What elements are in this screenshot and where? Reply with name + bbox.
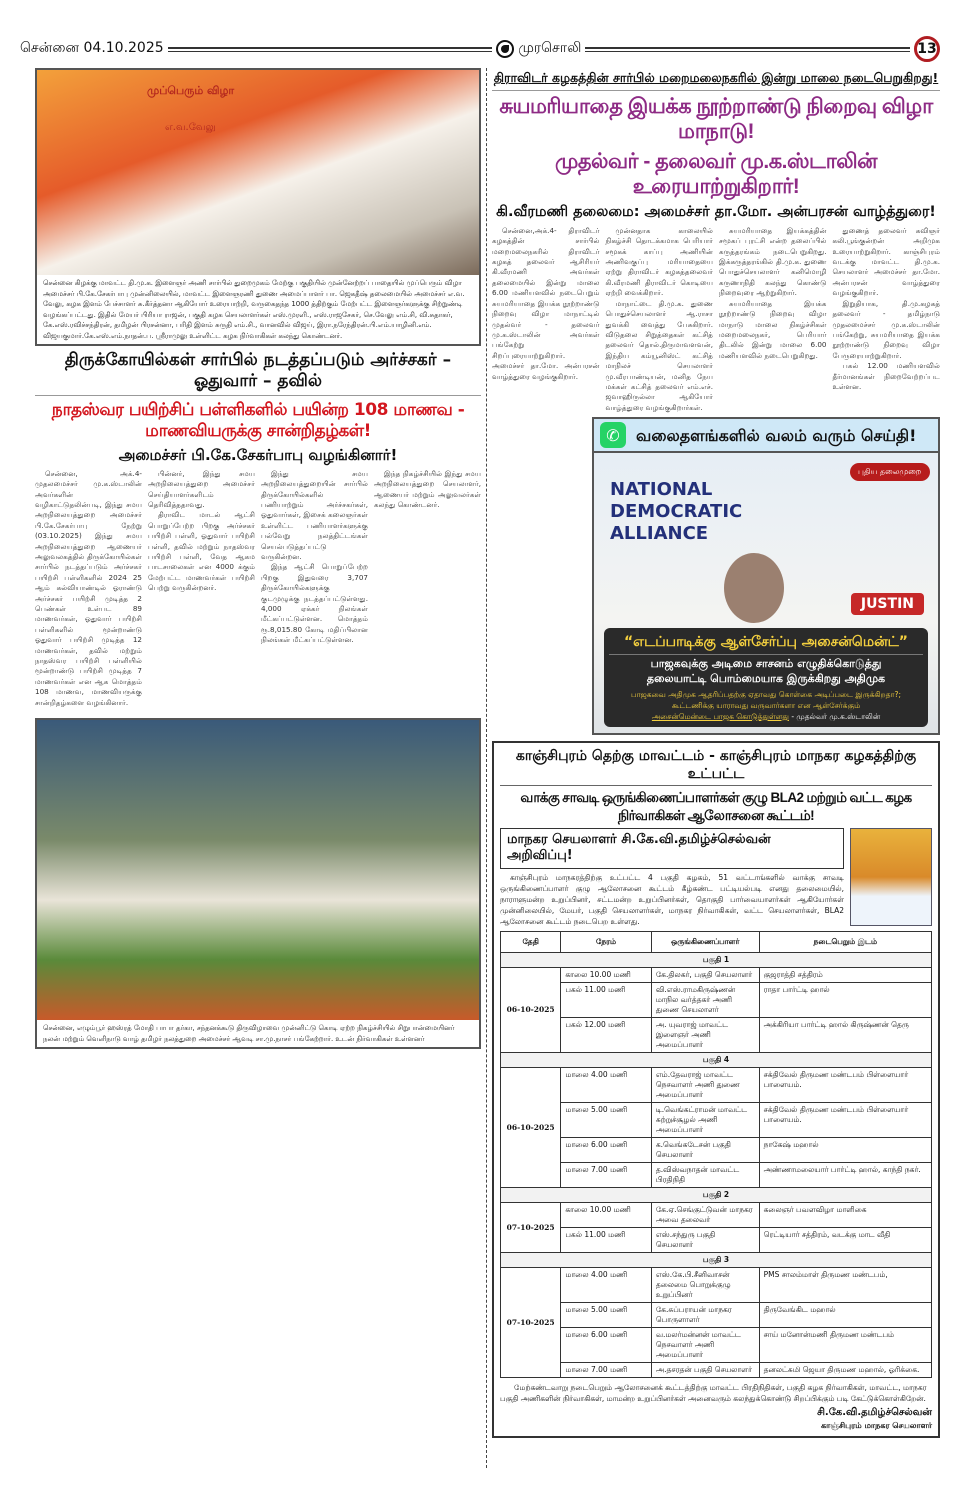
notice-intro: காஞ்சிபுரம் மாநகரத்திற்கு உட்பட்ட 4 பகுதி கழகம், 51 வட்டாங்களில் வாக்கு சாவடி ஒருங்கிணைப்பாளர் குழு ஆலோசனை கூட்டம் கீழ்கண்ட பட்டியல்படி எனது தலைமையில், நாராளுமன்ற உறுப்பினர், சட்டமன்ற உறுப்பினர்கள், தொகுதி பார்வையாளர்கள் ஆகியோர்கள் முன்னிலையில், மேயர், பகுதி செயலாளர்கள், மாநகர நிர்வாகிகள், வட்ட செயலாளர்கள், BLA2 ஆலோசனை கூட்டம் நடைபெற உள்ளது. — [500, 873, 844, 927]
coordinator-cell: எஸ்.கே.பி.சீனிவாசன் தலைமை பொறுக்குழு உறுப்பினர் — [651, 1268, 759, 1303]
paragraph: மாநாட்டை தி.மு.க. துணை பொதுச்செயலாளர் ஆ.ராசா துவக்கி வைத்து பேசுகிறார். விடுதலை சிறுத்தைகள் கட்சித் தலைவர் தொல்.திருமாவளவன், இந்திய கம்யூனிஸ்ட் கட்சித் மாநிலச் செயலாளர் மு.வீரபாண்டியன், மனித நேய மக்கள் கட்சித் தலைவர் எம்.எச். ஜவாஹிருல்லா ஆகியோர் வாழ்த்துரை வழங்குகிறார்கள். — [605, 298, 713, 412]
photo1-caption: சென்னை கிழக்கு மாவட்ட தி.மு.க. இளைஞர் அணி சார்பில் துறைமுகம் மேற்கு பகுதியில் முன்னேற்றப் பாதையில் முப்பெரும் விழா அமைச்சர் பி.கே.சேகர்பாபு முன்னிலையில், மாவட்ட இளைஞரணி துணை அமைப்பாளர் பா. ஜெகதீஷ் தலைமையில் அமைச்சர் எ.வ. வேலு, கழக இளம் பேச்சாளர் சு.கீர்த்தனா ஆகியோர் உரையாற்றி, வருகைதந்த 1000 த்திற்கும் மேற்பட்ட இளைஞர்களுக்கு சிற்றுண்டி வழங்கப்பட்டது. இதில் மேயர் பிரியா ராஜன், பகுதி கழக செயலாளர்கள் எஸ்.முரளி., எஸ்.ராஜசேகர், செ.வேலு எம்.சி, வி.சுதாகர், கே.எஸ்.ரவிச்சந்திரன், தமிழன் பிரசன்னா, பரிதி இளம் சுருதி எம்.சி., வானவில் விஜய், இரா.நரேந்திரன்.பி.எம்.யாழினி.எம். விஜயகுமார்.கே.எஸ்.எம்.நாதன்.ப. ஸ்ரீராமுலு உள்ளிட்ட கழக நிர்வாகிகள் கலந்து கொண்டனர். — [43, 279, 465, 340]
section-row — [501, 1053, 932, 1068]
left-article-body — [35, 469, 481, 708]
right-headline-2: முதல்வர் - தலைவர் மு.க.ஸ்டாலின் உரையாற்றுகிறார்! — [555, 149, 877, 198]
column-divider — [486, 68, 487, 1468]
notice-box — [492, 741, 940, 1438]
col — [261, 469, 368, 646]
quote-card — [604, 628, 928, 727]
column-header: நேரம் — [561, 932, 652, 953]
coordinator-cell: டி.வெங்கட்ராமன் மாவட்ட சுற்றுச்சூழல் அணி அமைப்பாளர் — [651, 1103, 759, 1138]
time-cell: மாலை 7.00 மணி — [561, 1163, 652, 1188]
paragraph: துணைத் தலைவர் கவிஞர் கலி.பூங்குன்றன் அறிமுக உரையாற்றுகிறார். காஞ்சிபுரம் வடக்கு மாவட்ட தி.மு.க. செயலாளர் அமைச்சர் தா.மோ. அன்பரசன் வாழ்த்துரை வழங்குகிறார். — [832, 225, 940, 298]
venue-cell: அண்ணாமலையார் பார்ட்டி ஹால், காந்தி நகர். — [759, 1163, 931, 1188]
whatsapp-banner-text: வலைதளங்களில் வலம் வரும் செய்தி! — [636, 425, 917, 445]
table-row — [501, 1163, 932, 1188]
signatory: சி.கே.வி.தமிழ்ச்செல்வன் — [817, 1407, 932, 1419]
venue-cell: திருவேங்கிட மஹால் — [759, 1303, 931, 1328]
whatsapp-icon: ✆ — [600, 422, 626, 448]
right-kicker: திராவிடர் கழகத்தின் சார்பில் மறைமலைநகரில் இன்று மாலை நடைபெறுகிறது! — [493, 70, 939, 85]
card-line4 — [609, 711, 923, 722]
table-row — [501, 1203, 932, 1228]
time-cell: பகல் 12.00 மணி — [561, 1018, 652, 1053]
divider — [585, 47, 910, 52]
column-header: நடைபெறும் இடம் — [759, 932, 931, 953]
venue-cell: அக்கிரியா பார்ட்டி ஹால் கிருஷ்ணன் தெரு — [759, 1018, 931, 1053]
page-number: 13 — [914, 36, 940, 62]
time-cell: மாலை 6.00 மணி — [561, 1328, 652, 1363]
table-row — [501, 1138, 932, 1163]
section-row — [501, 1188, 932, 1203]
venue-cell: கலைஞர் பவளவிழா மாளிகை — [759, 1203, 931, 1228]
section-row — [501, 1253, 932, 1268]
paragraph: சுயமரியாதை இயக்கத்தின் சமூகப் புரட்சி என்ற தலைப்பில் கருத்தரங்கம் நடைபெறுகிறது. இக்கருத்தரங்கில் தி.மு.க. துணை பொதுச்செயலாளர் கனிமொழி கருணாநிதி கலந்து கொண்டு நிறைவுரை ஆற்றுகிறார். — [719, 225, 827, 298]
section-title: பகுதி 1 — [501, 953, 932, 968]
card-line1: பாஜகவுக்கு அடிமை சாசனம் எழுதிக்கொடுத்து — [609, 654, 923, 672]
photo-name-text: எ.வ.வேலு — [165, 122, 216, 133]
venue-cell: சக்திவேல் திருமண மண்டபம் பிள்ளையார் பாளையம். — [759, 1103, 931, 1138]
card-line2: தலையாட்டி பொம்மையாக இருக்கிறது அதிமுக — [646, 672, 886, 686]
nda-photo-image — [594, 453, 938, 628]
coordinator-cell: கே.ஏ.செங்குட்டுவன் மாநகர அவை தலைவர் — [651, 1203, 759, 1228]
col — [35, 469, 142, 708]
coordinator-cell: த.விஸ்வநாதன் மாவட்ட பிரதிநிதி — [651, 1163, 759, 1188]
venue-cell: PMS சாலம்மாள் திருமண மண்டபம், — [759, 1268, 931, 1303]
time-cell: காலை 10.00 மணி — [561, 968, 652, 983]
venue-cell: தனலட்சுமி ஜெயா திருமண மஹால், ஓரிக்கை. — [759, 1363, 931, 1378]
time-cell: மாலை 4.00 மணி — [561, 1068, 652, 1103]
paragraph: சென்னை, அக்.4- முதலமைச்சர் மு.க.ஸ்டாலின் அவர்களின் வழிகாட்டுதலின்படி, இந்து சமய அறநிலையத்துறை அமைச்சர் பி.கே.சேகர்பாபு நேற்று (03.10.2025) இந்து சமய அறநிலையத்துறை ஆணையர் அலுவலகத்தில் திருக்கோயில்கள் சார்பில் நடத்தப்படும் அர்ச்சகர் பயிற்சி பள்ளிகளில் 2024 25 ஆம் கல்வியாண்டில் ஓராண்டு அர்ச்சகர் பயிற்சி முடித்த 2 பெண்கள் உள்பட 89 மாணவர்கள், ஓதுவார் பயிற்சி பள்ளிகளில் மூன்றாண்டு ஓதுவார் பயிற்சி முடித்த 12 மாணவர்கள், தவில் மற்றும் நாதஸ்வர பயிற்சி பள்ளியில் மூன்றாண்டு பயிற்சி முடித்த 7 மாணவர்கள் என ஆக மொத்தம் 108 மாணவ, மாணவியருக்கு சான்றிதழ்களை வழங்கினார். — [35, 468, 142, 707]
section-title: பகுதி 4 — [501, 1053, 932, 1068]
venue-cell: ராதா பார்ட்டி ஹால் — [759, 983, 931, 1018]
channel-logo: புதிய தலைமுறை — [850, 463, 930, 481]
city-date: சென்னை 04.10.2025 — [20, 40, 164, 56]
notice-subhead: மாநகர செயலாளர் சி.கே.வி.தமிழ்ச்செல்வன் அறிவிப்பு! — [500, 828, 844, 870]
col — [606, 226, 714, 413]
dargah-photo — [37, 720, 479, 1020]
notice-intro-row — [500, 828, 932, 928]
coordinator-cell: அ.தசரதன் பகுதி செயலாளர் — [651, 1363, 759, 1378]
coordinator-cell: அ. யுவராஜ் மாவட்ட இளைஞர் அணி அமைப்பாளர் — [651, 1018, 759, 1053]
notice-closing: மேற்கண்டவாறு நடைபெறும் ஆலோசனைக் கூட்டத்திற்கு மாவட்ட பிரதிநிதிகள், பகுதி கழக நிர்வாகிகள், மாவட்ட, மாநகர பகுதி அணிகளின் நிர்வாகிகள், மாமன்ற உறுப்பினர்கள் அனைவரும் கலந்துக்கொண்டு சிறப்பிக்கும் படி கேட்டுக்கொள்கிறேன். — [500, 1383, 927, 1404]
time-cell: மாலை 5.00 மணி — [561, 1103, 652, 1138]
left-column — [35, 68, 481, 1049]
date-cell: 06-10-2025 — [501, 968, 561, 1053]
table-row — [501, 1328, 932, 1363]
date-cell: 07-10-2025 — [501, 1268, 561, 1378]
notice-intro-col — [500, 828, 844, 928]
col — [833, 226, 941, 393]
paper-logo-icon — [496, 40, 514, 58]
paragraph: இந்து சமய அறநிலையத்துறையின் சார்பில் திருக்கோயில்களில் பணியாற்றும் அர்ச்சகர்கள், ஓதுவார்கள், இசைக் கலைஞர்கள் உள்ளிட்ட பணியாளர்களுக்கு பல்வேறு நலத்திட்டங்கள் செயல்படுத்தப்பட்டு வருகின்றன. — [261, 468, 368, 561]
table-row — [501, 1268, 932, 1303]
right-column — [492, 70, 940, 1438]
venue-cell: நாகேஷ் மஹால் — [759, 1138, 931, 1163]
justin-badge: JUSTIN — [851, 593, 924, 615]
card-line3: பாஜகவை அதிமுக ஆதரிப்பதற்கு ஏதாவது கொள்கை அடிப்படை இருக்கிறதா?; கூட்டணிக்கு யாராவது வருவார்களா என ஆள்சேர்க்கும் — [631, 690, 901, 711]
notice-kicker: காஞ்சிபுரம் தெற்கு மாவட்டம் - காஞ்சிபுரம் மாநகர கழகத்திற்கு உட்பட்ட — [500, 747, 932, 786]
coordinator-cell: எஸ்.சந்துரு பகுதி செயலாளர் — [651, 1228, 759, 1253]
paragraph: சுயமரியாதை இயக்க நூற்றாண்டு நிறைவு விழா மாநாடு மாலை நிகழ்ச்சிகள் மறைமலைநகர், பெரியார் திடலில் இன்று மாலை 6.00 மணியளவில் நடைபெறுகிறது. — [719, 298, 827, 360]
card-attribution: - முதல்வர் மு.க.ஸ்டாலின் — [788, 712, 881, 722]
time-cell: காலை 10.00 மணி — [561, 1203, 652, 1228]
section-row — [501, 953, 932, 968]
photo2-caption: சென்னை, எழும்பூர் ஹஸ்ரத் மோதி பாபா தர்கா, சந்தனக்கூடு திருவிழாவை முன்னிட்டு கொடி ஏற்ற நிகழ்ச்சியில் சிறுபான்மையினர் நலன் மற்றும் வெளிநாடு வாழ் தமிழர் நலத்துறை அமைச்சர் ஆவடி சா.மு.நாசர் பங்கேற்றார். உடன் நிர்வாகிகள் உள்ளனர் — [43, 1024, 455, 1043]
coordinator-cell: வ.மலர்மன்னன் மாவட்ட நெசவாளர் அணி அமைப்பாளர் — [651, 1328, 759, 1363]
paragraph: இந்த நிகழ்ச்சியில் இந்து சமய அறநிலையத்துறை செயலாளர், ஆணையர் மற்றும் அலுவலர்கள் கலந்து கொண்டனர். — [374, 468, 481, 509]
coordinator-cell: வி.எஸ்.ராமகிருஷ்ணன் மாநில வர்த்தகர் அணி துணை செயலாளர் — [651, 983, 759, 1018]
signatory-title: காஞ்சிபுரம் மாநகர செயலாளர் — [821, 1421, 932, 1431]
col — [492, 226, 600, 382]
coordinator-cell: க.வெங்கடேசன் பகுதி செயலாளர் — [651, 1138, 759, 1163]
col — [374, 469, 481, 511]
table-header — [501, 932, 932, 953]
table-row — [501, 1068, 932, 1103]
photo-banner-text: முப்பெரும் விழா — [147, 84, 235, 97]
paragraph: இறுதியாக, தி.மு.கழகத் தலைவர் - தமிழ்நாடு முதலமைச்சர் மு.க.ஸ்டாலின் பங்கேற்று, சுயமரியாதை இயக்க நூற்றாண்டு நிறைவு விழா பேருரையாற்றுகிறார். — [832, 298, 940, 360]
time-cell: பகல் 11.00 மணி — [561, 1228, 652, 1253]
coordinator-cell: கே.திலகர், பகுதி செயலாளர் — [651, 968, 759, 983]
table-row — [501, 1228, 932, 1253]
date-cell: 06-10-2025 — [501, 1068, 561, 1188]
nda-photo — [594, 453, 938, 733]
notice-headline: வாக்கு சாவடி ஒருங்கிணைப்பாளர்கள் குழு BLA2 மற்றும் வட்ட கழக நிர்வாகிகள் ஆலோசனை கூட்டம்! — [520, 790, 912, 823]
card-quote: “எடப்பாடிக்கு ஆள்சேர்ப்பு அசைன்மென்ட்” — [623, 634, 909, 651]
time-cell: மாலை 7.00 மணி — [561, 1363, 652, 1378]
masthead — [20, 36, 940, 62]
column-header: தேதி — [501, 932, 561, 953]
venue-cell: ரெட்டியார் சத்திரம், வடக்கு மாட வீதி — [759, 1228, 931, 1253]
section-title: பகுதி 3 — [501, 1253, 932, 1268]
table-row — [501, 1018, 932, 1053]
table-row — [501, 1303, 932, 1328]
table-row — [501, 968, 932, 983]
coordinator-cell: கே.சுப்பராயன் மாநகர பொருளாளர் — [651, 1303, 759, 1328]
paper-name: முரசொலி — [518, 40, 582, 56]
venue-cell: சாய் மனோன்மணி திருமண மண்டபம் — [759, 1328, 931, 1363]
coordinator-cell: எம்.தேவராஜ் மாவட்ட நெசவாளர் அணி துணை அமைப்பாளர் — [651, 1068, 759, 1103]
column-header: ஒருங்கிணைப்பாளர் — [651, 932, 759, 953]
right-subhead: கி.வீரமணி தலைமை: அமைச்சர் தா.மோ. அன்பரசன் வாழ்த்துரை! — [496, 204, 936, 220]
paragraph: பகல் 12.00 மணியளவில் தீர்மானங்கள் நிறைவேற்றப்பட உள்ளன. — [832, 361, 940, 391]
left-kicker: திருக்கோயில்கள் சார்பில் நடத்தப்படும் அர்ச்சகர் – ஓதுவார் – தவில் — [35, 350, 481, 396]
table-row — [501, 1363, 932, 1378]
right-article-body — [492, 226, 940, 413]
time-cell: பகல் 11.00 மணி — [561, 983, 652, 1018]
photo2-box — [35, 718, 481, 1049]
left-subhead: அமைச்சர் பி.கே.சேகர்பாபு வழங்கினார்! — [118, 446, 398, 464]
event-photo — [37, 70, 479, 275]
time-cell: மாலை 6.00 மணி — [561, 1138, 652, 1163]
time-cell: மாலை 5.00 மணி — [561, 1303, 652, 1328]
time-cell: மாலை 4.00 மணி — [561, 1268, 652, 1303]
paragraph: இந்த ஆட்சி பொறுப்பேற்ற பிறகு இதுவரை 3,707 திருக்கோயில்களுக்கு குடமுழுக்கு நடத்தப்பட்டுள்ளது. 4,000 ஏக்கர் நிலங்கள் மீட்கப்பட்டுள்ளன. மொத்தம் ரூ.8,015.80 கோடி மதிப்பிலான நிலங்கள் மீட்கப்பட்டுள்ளன. — [261, 562, 368, 645]
right-headline-1: சுயமரியாதை இயக்க நூற்றாண்டு நிறைவு விழா மாநாடு! — [492, 90, 940, 144]
table-row — [501, 1103, 932, 1138]
left-headline: நாதஸ்வர பயிற்சிப் பள்ளிகளில் பயின்ற 108 மாணவ - மாணவியருக்கு சான்றிதழ்கள்! — [51, 399, 465, 441]
card-highlight: அசைன்மென்டை பாஜக கொடுத்துள்ளது — [651, 712, 789, 722]
divider — [168, 47, 493, 52]
backdrop-text: NATIONAL DEMOCRATIC ALLIANCE — [610, 479, 743, 545]
section-title: பகுதி 2 — [501, 1188, 932, 1203]
venue-cell: சக்திவேல் திருமண மண்டபம் பிள்ளையார் பாளையம். — [759, 1068, 931, 1103]
speaker-photo — [724, 553, 784, 623]
schedule-table — [500, 931, 932, 1378]
secretary-photo — [850, 828, 932, 926]
paragraph: முன்னதாக காலையில் நிகழ்ச்சி தொடக்கமாக பெரியார் சமூகக் காப்பு அணியின் அணிவகுப்பு மரியாதையை ஏற்று திராவிடர் கழகத்தலைவர் கி.வீரமணி திராவிடர் கொடியை ஏற்றி வைக்கிறார். — [605, 225, 713, 298]
paragraph: பின்னர், இந்து சமய அறநிலையத்துறை அமைச்சர் செய்தியாளர்களிடம் தெரிவித்ததாவது. — [148, 468, 255, 509]
viral-news-box — [592, 417, 940, 735]
paragraph: சென்னை,அக்.4- திராவிடர் கழகத்தின் சார்பில் மறைமலைநகரில் திராவிடர் கழகத் தலைவர் ஆசிரியர் கி.வீரமணி அவர்கள் தலைமையில் இன்று மாலை 6.00 மணியளவில் நடைபெறும் சுயமரியாதை இயக்க நூற்றாண்டு நிறைவு விழா மாநாட்டில் முதல்வர் - தலைவர் மு.க.ஸ்டாலின் அவர்கள் பங்கேற்று சிறப்புரையாற்றுகிறார். அமைச்சர் தா.மோ. அன்பரசன் வாழ்த்துரை வழங்குகிறார். — [492, 225, 600, 381]
col — [719, 226, 827, 361]
whatsapp-banner — [594, 419, 938, 453]
paragraph: திராவிட மாடல் ஆட்சி பொறுப்பேற்ற பிறகு அர்ச்சகர் பயிற்சி பள்ளி, ஓதுவார் பயிற்சி பள்ளி, தவில் மற்றும் நாதஸ்வர பயிற்சி பள்ளி, வேத ஆகம பாடசாலைகள் என 4000 க்கும் மேற்பட்ட மாணவர்கள் பயிற்சி பெற்று வருகின்றனர். — [148, 510, 255, 593]
venue-cell: குஜராத்தி சத்திரம் — [759, 968, 931, 983]
table-row — [501, 983, 932, 1018]
photo1-box — [35, 68, 481, 346]
date-cell: 07-10-2025 — [501, 1203, 561, 1253]
col — [148, 469, 255, 594]
